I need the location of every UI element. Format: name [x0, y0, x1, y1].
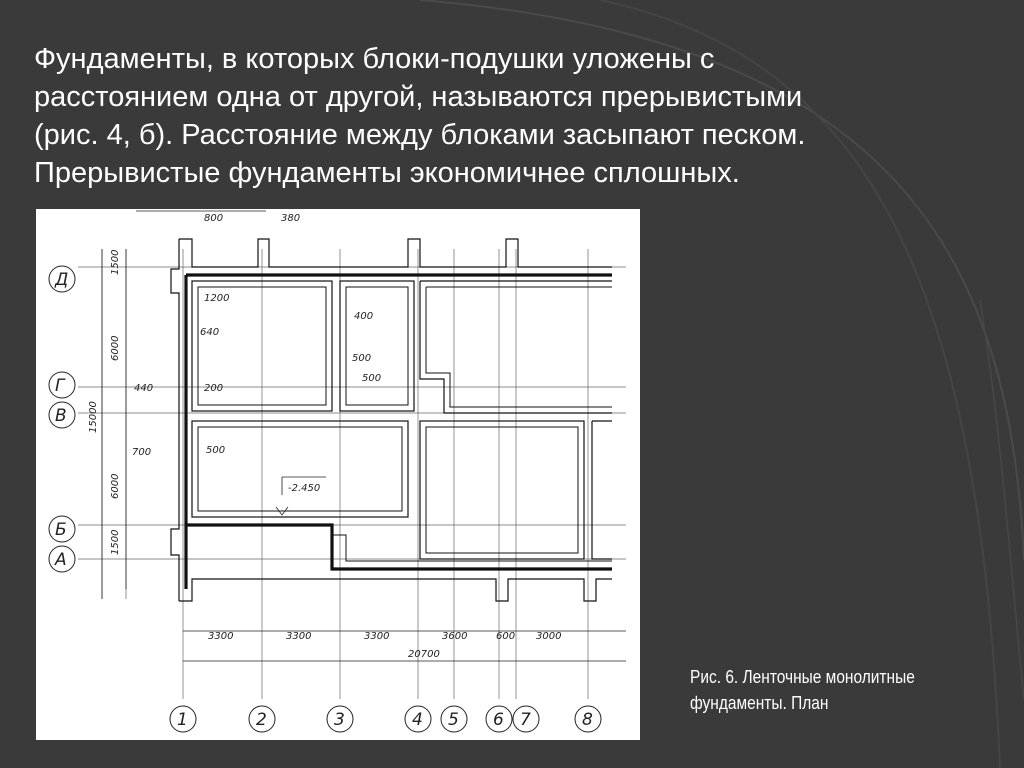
dimension-label: 3000 [536, 631, 562, 642]
dimension-label: 500 [206, 445, 226, 456]
paragraph-line: расстоянием одна от другой, называются прерывистыми [34, 81, 803, 113]
row-axis-label: А [55, 550, 67, 570]
dimension-label: 3300 [286, 631, 312, 642]
paragraph-line: Фундаменты, в которых блоки-подушки уложены с [34, 43, 715, 75]
caption-line: Рис. 6. Ленточные монолитные [690, 667, 915, 687]
row-axis-markers [49, 266, 75, 572]
dimension-label: 6000 [110, 335, 121, 361]
row-axis-label: Д [55, 270, 69, 290]
column-axis-label: 4 [412, 710, 423, 730]
dimension-lines [102, 211, 626, 661]
dimension-label: 640 [200, 327, 220, 338]
dimension-label: 440 [134, 383, 154, 394]
dimension-label: 500 [362, 373, 382, 384]
column-axis-label: 2 [256, 710, 267, 730]
column-axis-label: 1 [177, 710, 188, 730]
dimension-label: 3600 [442, 631, 468, 642]
figure-caption [690, 664, 915, 716]
dimension-label: 6000 [110, 473, 121, 499]
slide-paragraph [34, 40, 994, 192]
paragraph-line: Прерывистые фундаменты экономичнее сплошных. [34, 157, 740, 189]
column-axis-label: 8 [582, 710, 593, 730]
dimension-label: 1200 [204, 293, 230, 304]
column-axis-markers [170, 706, 601, 732]
dimension-label: 400 [354, 311, 374, 322]
dimension-label: 15000 [88, 401, 99, 433]
dimension-label: 800 [204, 213, 224, 224]
foundation-walls [171, 239, 612, 601]
elevation-mark [276, 477, 326, 515]
column-axis-label: 5 [448, 710, 459, 730]
dimension-label: 3300 [364, 631, 390, 642]
foundation-plan-svg [36, 209, 640, 740]
dimension-label: 600 [496, 631, 516, 642]
dimension-label: 500 [352, 353, 372, 364]
row-axis-label: Б [55, 520, 67, 540]
paragraph-line: (рис. 4, б). Расстояние между блоками засыпают песком. [34, 119, 806, 151]
dimension-label: 700 [132, 447, 152, 458]
row-axis-label: Г [55, 376, 65, 396]
dimension-label: 380 [281, 213, 301, 224]
foundation-plan-drawing [36, 209, 640, 740]
dimension-label: 200 [204, 383, 224, 394]
dimension-label: 3300 [208, 631, 234, 642]
dimension-label: 1500 [110, 529, 121, 555]
dimension-label: 20700 [408, 649, 440, 660]
dimension-label: 1500 [110, 249, 121, 275]
row-axis-label: В [55, 406, 67, 426]
caption-line: фундаменты. План [690, 693, 829, 713]
column-axis-label: 6 [493, 710, 504, 730]
elevation-label: -2.450 [288, 483, 321, 494]
column-axis-label: 3 [334, 710, 345, 730]
column-axis-label: 7 [520, 710, 531, 730]
